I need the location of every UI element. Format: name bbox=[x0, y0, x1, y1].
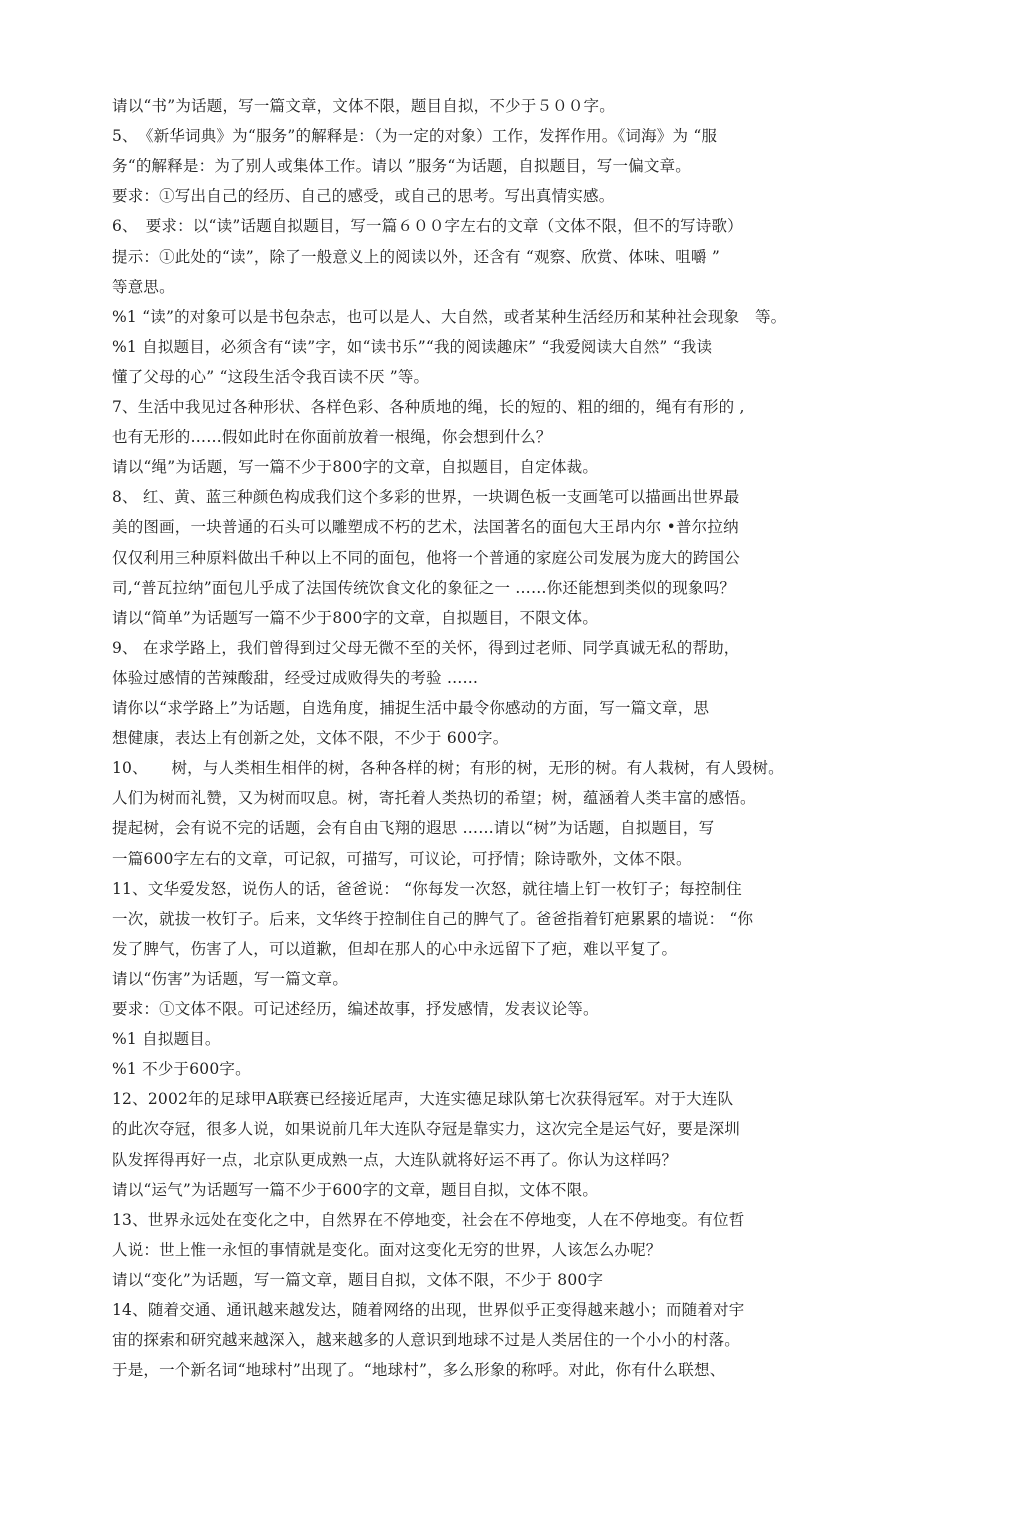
text-line: 提示：①此处的“读”，除了一般意义上的阅读以外，还含有 “观察、欣赏、体味、咀嚼 ” bbox=[112, 247, 720, 266]
text-line: 务“的解释是：为了别人或集体工作。请以 ”服务“为话题，自拟题目，写一偏文章。 bbox=[112, 157, 692, 176]
text-line: 14、随着交通、通讯越来越发达，随着网络的出现，世界似乎正变得越来越小；而随着对宇 bbox=[112, 1301, 745, 1319]
text-line: 想健康，表达上有创新之处，文体不限，不少于 600字。 bbox=[112, 729, 509, 748]
text-line: 5、 《新华词典》为“服务”的解释是：（为一定的对象）工作，发挥作用。《词海》为 “服 bbox=[112, 127, 718, 146]
text-line: 10、 树，与人类相生相伴的树，各种各样的树；有形的树，无形的树。有人栽树，有人毁树。 bbox=[112, 759, 784, 778]
text-line: 请以“书”为话题，写一篇文章，文体不限，题目自拟，不少于５００字。 bbox=[112, 97, 615, 115]
text-line: 请以“运气”为话题写一篇不少于600字的文章，题目自拟，文体不限。 bbox=[112, 1180, 599, 1199]
text-line: 人说：世上惟一永恒的事情就是变化。面对这变化无穷的世界，人该怎么办呢？ bbox=[112, 1240, 662, 1259]
text-line: 9、 在求学路上，我们曾得到过父母无微不至的关怀，得到过老师、同学真诚无私的帮助， bbox=[112, 638, 740, 657]
text-line: %1 不少于600字。 bbox=[112, 1060, 251, 1079]
text-line: 13、世界永远处在变化之中，自然界在不停地变，社会在不停地变，人在不停地变。有位哲 bbox=[112, 1210, 745, 1229]
text-line: 11、文华爱发怒，说伤人的话，爸爸说： “你每发一次怒，就往墙上钉一枚钉子；每控制住 bbox=[112, 879, 742, 898]
text-line: 的此次夺冠，很多人说，如果说前几年大连队夺冠是靠实力，这次完全是运气好，要是深圳 bbox=[112, 1120, 741, 1139]
text-line: 请你以“求学路上”为话题，自选角度，捕捉生活中最令你感动的方面，写一篇文章，思 bbox=[112, 699, 710, 717]
text-line: 懂了父母的心” “这段生活令我百读不厌 ”等。 bbox=[112, 367, 430, 386]
text-line: 于是，一个新名词“地球村”出现了。“地球村”，多么形象的称呼。对此，你有什么联想、 bbox=[112, 1361, 726, 1380]
text-line: 司,“普瓦拉纳”面包儿乎成了法国传统饮食文化的象征之一 ……你还能想到类似的现象吗？ bbox=[112, 578, 736, 597]
text-line: %1 自拟题目，必须含有“读”字，如“读书乐”“我的阅读趣床” “我爱阅读大自然” “我读 bbox=[112, 337, 713, 356]
text-line: 仅仅利用三种原料做出千种以上不同的面包，他将一个普通的家庭公司发展为庞大的跨国公 bbox=[112, 548, 741, 567]
text-line: 提起树，会有说不完的话题，会有自由飞翔的遐思 ……请以“树”为话题，自拟题目，写 bbox=[112, 819, 715, 838]
text-line: 请以“绳”为话题，写一篇不少于800字的文章，自拟题目，自定体裁。 bbox=[112, 458, 599, 477]
text-line: 8、 红、黄、蓝三种颜色构成我们这个多彩的世界，一块调色板一支画笔可以描画出世界最 bbox=[112, 488, 740, 507]
text-line: 要求：①写出自己的经历、自己的感受，或自己的思考。写出真情实感。 bbox=[112, 187, 615, 206]
text-line: 要求：①文体不限。可记述经历，编述故事，抒发感情，发表议论等。 bbox=[112, 1000, 599, 1018]
text-line: 一次，就拔一枚钉子。后来，文华终于控制住自己的脾气了。爸爸指着钉疤累累的墙说： “你 bbox=[112, 909, 754, 928]
text-line: 发了脾气，伤害了人，可以道歉，但却在那人的心中永远留下了疤，难以平复了。 bbox=[112, 939, 678, 958]
text-line: 7、生活中我见过各种形状、各样色彩、各种质地的绳，长的短的、粗的细的，绳有有形的 , bbox=[112, 398, 745, 416]
text-line: 6、 要求：以“读”话题自拟题目，写一篇６００字左右的文章（文体不限，但不的写诗歌） bbox=[112, 217, 743, 236]
text-line: 一篇600字左右的文章，可记叙，可描写，可议论，可抒情；除诗歌外，文体不限。 bbox=[112, 849, 692, 868]
text-line: 体验过感情的苦辣酸甜，经受过成败得失的考验 …… bbox=[112, 668, 479, 687]
text-line: 也有无形的……假如此时在你面前放着一根绳，你会想到什么？ bbox=[112, 428, 552, 447]
text-line: 宙的探索和研究越来越深入，越来越多的人意识到地球不过是人类居住的一个小小的村落。 bbox=[112, 1331, 741, 1350]
text-line: 美的图画，一块普通的石头可以雕塑成不朽的艺术，法国著名的面包大王昂内尔 •普尔拉纳 bbox=[112, 518, 739, 537]
text-line: 队发挥得再好一点，北京队更成熟一点，大连队就将好运不再了。你认为这样吗？ bbox=[112, 1150, 678, 1169]
text-line: 等意思。 bbox=[112, 277, 175, 296]
text-line: 请以“简单”为话题写一篇不少于800字的文章，自拟题目，不限文体。 bbox=[112, 608, 599, 627]
text-line: %1 “读”的对象可以是书包杂志，也可以是人、大自然，或者某种生活经历和某种社会现象 等。 bbox=[112, 307, 787, 326]
text-line: 请以“伤害”为话题，写一篇文章。 bbox=[112, 969, 349, 988]
text-line: 12、2002年的足球甲A联赛已经接近尾声，大连实德足球队第七次获得冠军。对于大连队 bbox=[112, 1090, 734, 1109]
text-line: %1 自拟题目。 bbox=[112, 1030, 221, 1049]
text-line: 请以“变化”为话题，写一篇文章，题目自拟，文体不限，不少于 800字 bbox=[112, 1270, 604, 1289]
text-line: 人们为树而礼赞，又为树而叹息。树，寄托着人类热切的希望；树，蕴涵着人类丰富的感悟。 bbox=[112, 789, 756, 808]
